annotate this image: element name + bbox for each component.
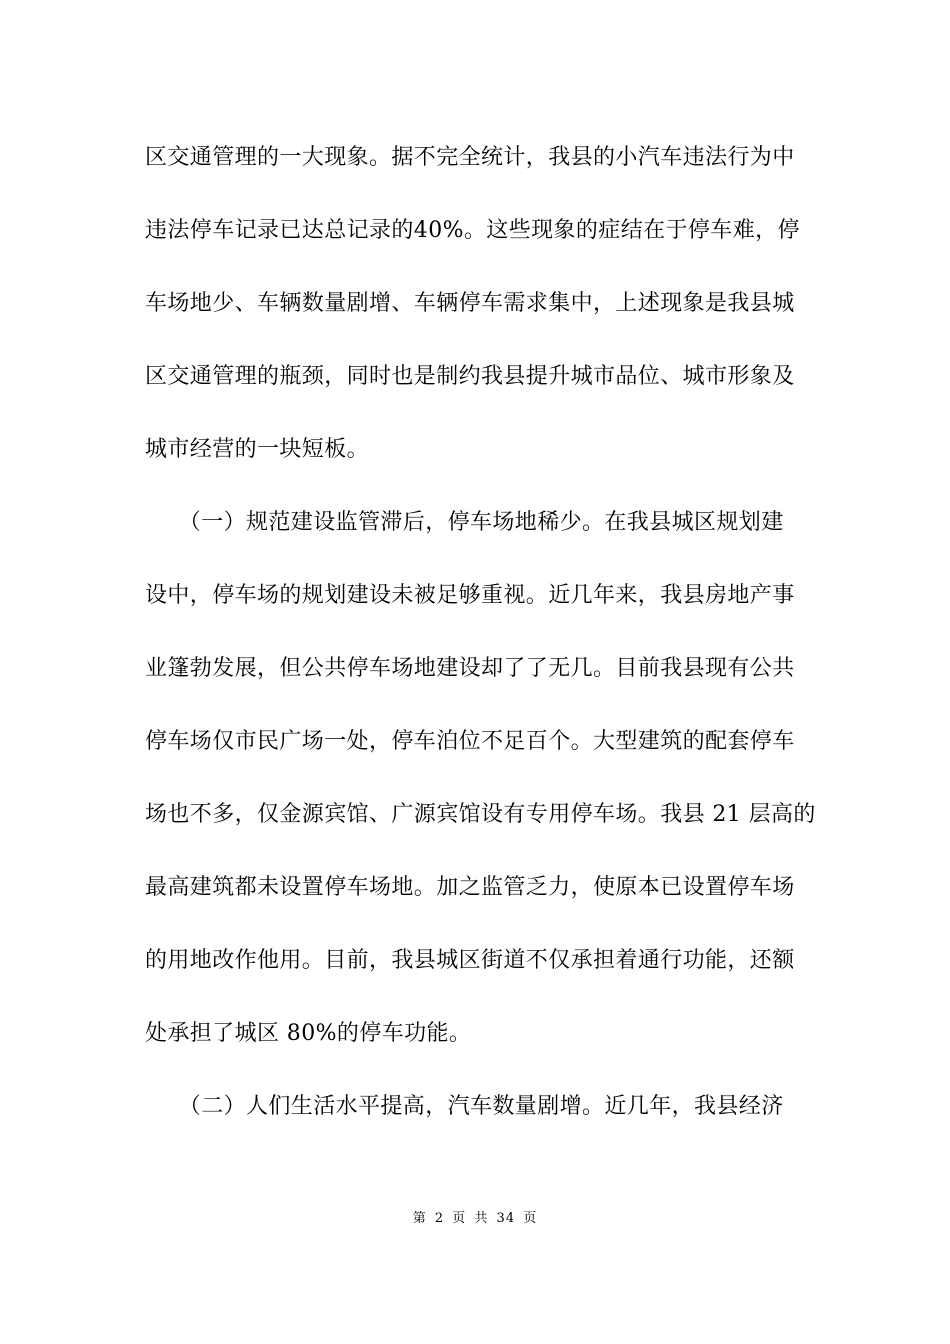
- text-line-2: 违法停车记录已达总记录的40%。这些现象的症结在于停车难，停: [145, 218, 800, 243]
- text-line-10: 场也不多，仅金源宾馆、广源宾馆设有专用停车场。我县 21 层高的: [145, 802, 816, 827]
- text-line-12: 的用地改作他用。目前，我县城区街道不仅承担着通行功能，还额: [145, 948, 795, 973]
- page-number-footer: 第 2 页 共 34 页: [412, 1211, 538, 1226]
- text-line-3: 车场地少、车辆数量剧增、车辆停车需求集中，上述现象是我县城: [145, 291, 795, 316]
- text-line-9: 停车场仅市民广场一处，停车泊位不足百个。大型建筑的配套停车: [145, 729, 795, 754]
- document-body: [145, 133, 816, 1155]
- text-line-14: （二）人们生活水平提高，汽车数量剧增。近几年，我县经济: [145, 1094, 784, 1119]
- text-line-4: 区交通管理的瓶颈，同时也是制约我县提升城市品位、城市形象及: [145, 364, 795, 389]
- text-line-6: （一）规范建设监管滞后，停车场地稀少。在我县城区规划建: [145, 510, 784, 535]
- text-line-8: 业篷勃发展，但公共停车场地建设却了了无几。目前我县现有公共: [145, 656, 795, 681]
- text-line-7: 设中，停车场的规划建设未被足够重视。近几年来，我县房地产事: [145, 583, 795, 608]
- text-line-1: 区交通管理的一大现象。据不完全统计，我县的小汽车违法行为中: [145, 145, 795, 170]
- text-line-5: 城市经营的一块短板。: [145, 437, 370, 462]
- text-line-13: 处承担了城区 80%的停车功能。: [145, 1021, 472, 1046]
- text-line-11: 最高建筑都未设置停车场地。加之监管乏力，使原本已设置停车场: [145, 875, 795, 900]
